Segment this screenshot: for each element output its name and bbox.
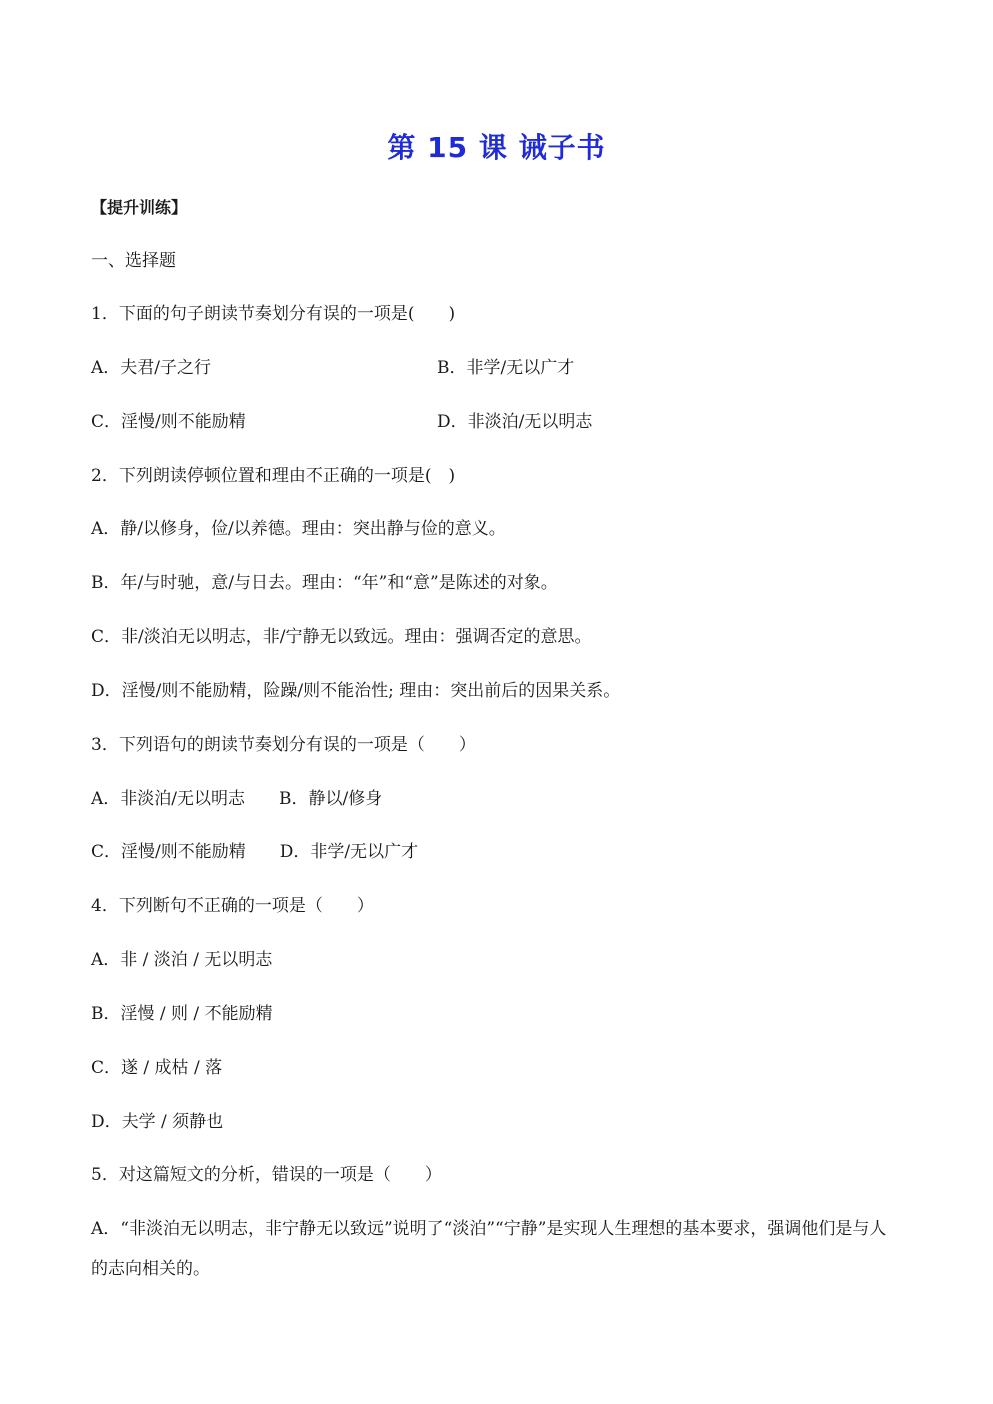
question-4-option-a: A．非 / 淡泊 / 无以明志	[91, 950, 273, 970]
section-label: 【提升训练】	[91, 198, 188, 217]
page-title: 第 15 课 诫子书	[387, 131, 606, 164]
question-2-option-a: A．静/以修身，俭/以养德。理由：突出静与俭的意义。	[91, 519, 506, 539]
question-5-stem: 5．对这篇短文的分析，错误的一项是（ ）	[91, 1165, 442, 1185]
question-3-options-cd: C．淫慢/则不能励精 D．非学/无以广才	[91, 842, 419, 862]
question-4-option-c: C．遂 / 成枯 / 落	[91, 1058, 223, 1078]
question-2-option-b: B．年/与时驰，意/与日去。理由：“年”和“意”是陈述的对象。	[91, 573, 558, 593]
question-1-stem: 1．下面的句子朗读节奏划分有误的一项是( )	[91, 304, 456, 324]
question-1-option-d: D．非淡泊/无以明志	[437, 412, 593, 432]
question-1-option-c: C．淫慢/则不能励精	[91, 412, 246, 432]
question-1-option-b: B．非学/无以广才	[437, 358, 575, 378]
question-1-option-a: A．夫君/子之行	[91, 358, 212, 378]
question-2-stem: 2．下列朗读停顿位置和理由不正确的一项是( )	[91, 466, 456, 486]
part-heading: 一、选择题	[91, 251, 176, 271]
question-3-options-ab: A．非淡泊/无以明志 B．静以/修身	[91, 789, 383, 809]
question-5-option-a: A．“非淡泊无以明志，非宁静无以致远”说明了“淡泊”“宁静”是实现人生理想的基本要求，强调他们是与人的志向相关的。	[91, 1219, 887, 1279]
question-2-option-d: D．淫慢/则不能励精，险躁/则不能治性; 理由：突出前后的因果关系。	[91, 681, 621, 701]
question-4-stem: 4．下列断句不正确的一项是（ ）	[91, 896, 374, 916]
question-4-option-d: D．夫学 / 须静也	[91, 1112, 224, 1132]
question-4-option-b: B．淫慢 / 则 / 不能励精	[91, 1004, 273, 1024]
question-3-stem: 3．下列语句的朗读节奏划分有误的一项是（ ）	[91, 735, 476, 755]
question-2-option-c: C．非/淡泊无以明志，非/宁静无以致远。理由：强调否定的意思。	[91, 627, 592, 647]
